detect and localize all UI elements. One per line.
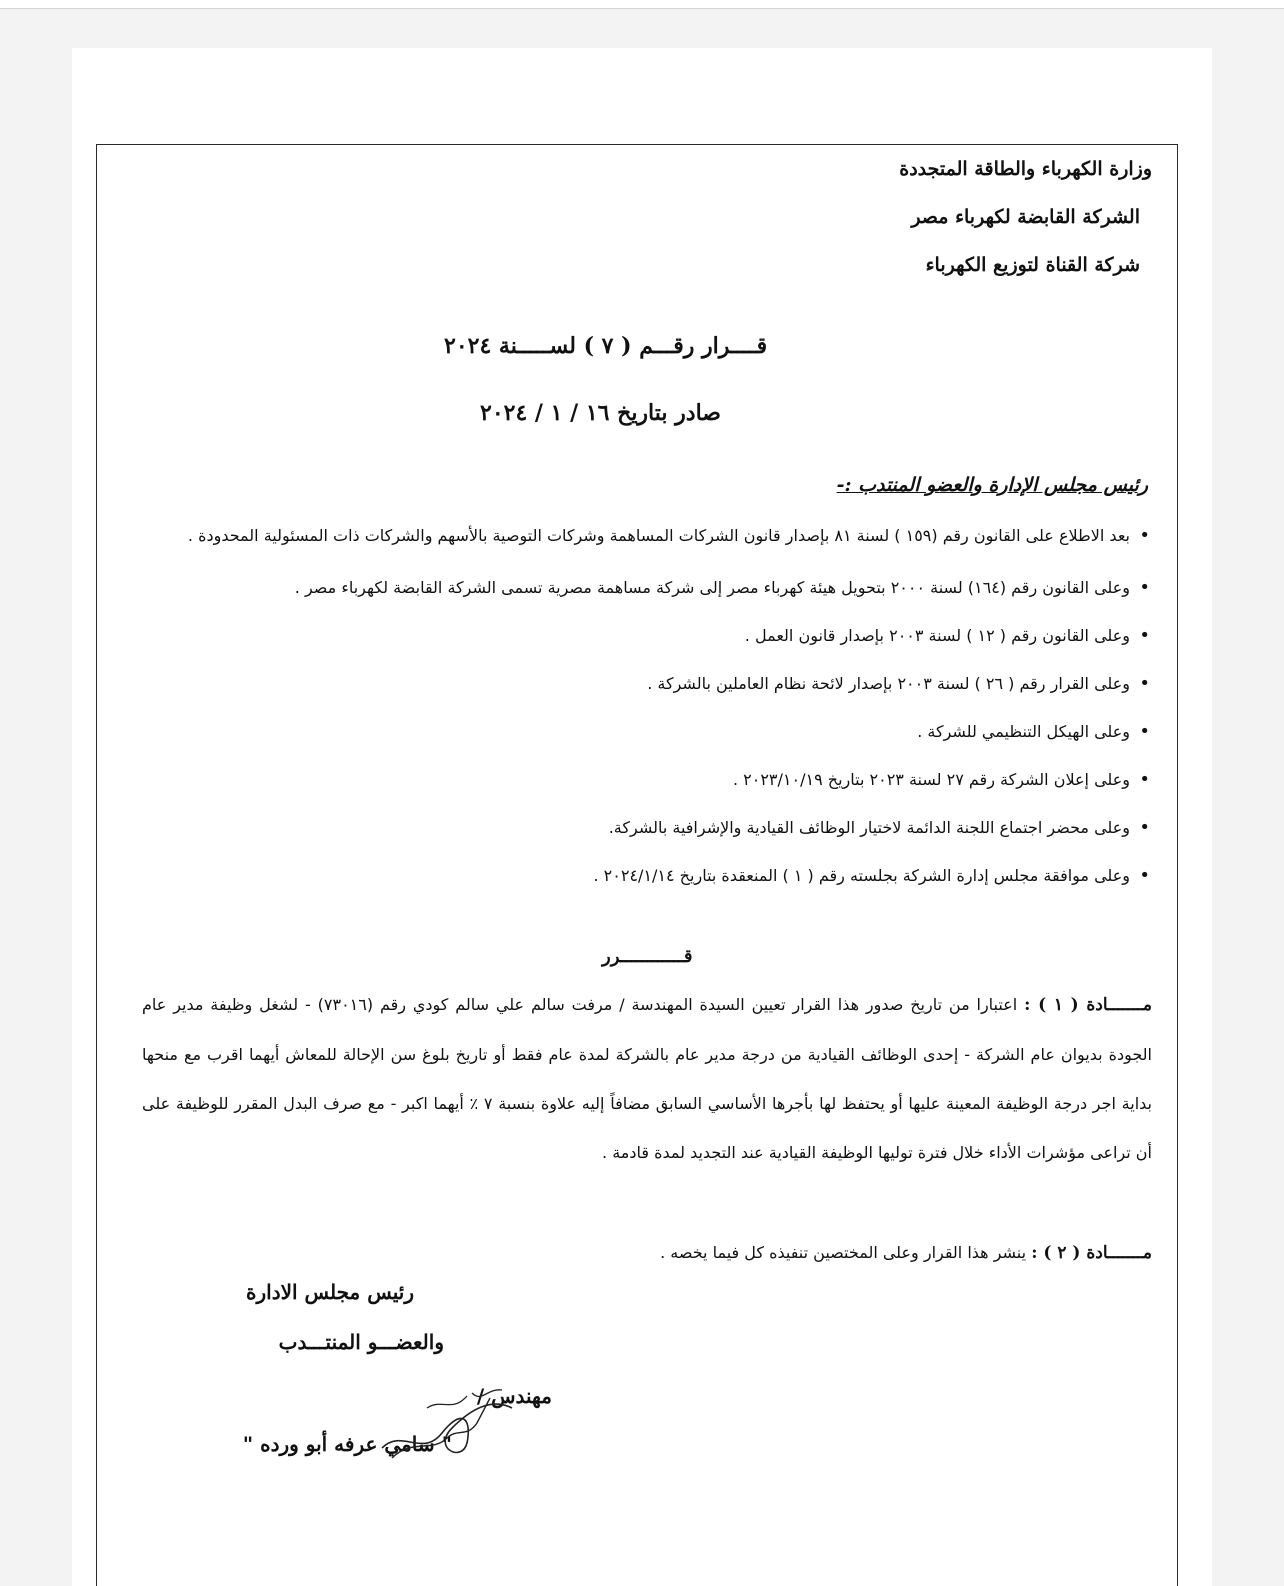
decides-heading: قــــــــــــرر bbox=[602, 946, 693, 967]
list-item: • بعد الاطلاع على القانون رقم (١٥٩ ) لسنة ٨١ بإصدار قانون الشركات المساهمة وشركات التوصية بالأسهم والشركات ذات المسئولية المحدودة . bbox=[142, 514, 1152, 558]
document-body bbox=[72, 48, 1212, 1586]
ministry-heading: وزارة الكهرباء والطاقة المتجددة bbox=[899, 158, 1152, 180]
list-item: • وعلى القرار رقم ( ٢٦ ) لسنة ٢٠٠٣ بإصدار لائحة نظام العاملين بالشركة . bbox=[142, 662, 1152, 706]
considerations-list bbox=[142, 514, 1152, 902]
handwritten-signature bbox=[372, 1378, 522, 1468]
distribution-company-heading: شركة القناة لتوزيع الكهرباء bbox=[925, 254, 1140, 276]
article-2-label: مـــــــادة ( ٢ ) : bbox=[1031, 1243, 1152, 1263]
signature-name: " سامي عرفه أبو ورده " bbox=[242, 1432, 452, 1456]
list-item: • وعلى موافقة مجلس إدارة الشركة بجلسته رقم ( ١ ) المنعقدة بتاريخ ٢٠٢٤/١/١٤ . bbox=[142, 854, 1152, 898]
decree-preamble: رئيس مجلس الإدارة والعضو المنتدب :- bbox=[836, 474, 1148, 496]
signature-title: مهندس / bbox=[476, 1384, 552, 1408]
article-2 bbox=[142, 1228, 1152, 1278]
list-item: • وعلى محضر اجتماع اللجنة الدائمة لاختيار الوظائف القيادية والإشرافية بالشركة. bbox=[142, 806, 1152, 850]
article-1-text: اعتبارا من تاريخ صدور هذا القرار تعيين السيدة المهندسة / مرفت سالم علي سالم كودي رقم (٧٣٠١٦) - لشغل وظيفة مدير عام الجودة بديوان عام الشركة - إحدى الوظائف القيادية من درجة مدير عام بالشركة لمدة عام فقط أو تاريخ بلوغ سن الإحالة للمعاش أيهما اقرب مع منحها بداية اجر درجة الوظيفة المعينة عليها أو يحتفظ لها بأجرها الأساسي السابق مضافاً إليه علاوة بنسبة ٧ ٪ أيهما اكبر - مع صرف البدل المقرر للوظيفة على أن تراعى مؤشرات الأداء خلال فترة توليها الوظيفة القيادية عند التجديد لمدة قادمة . bbox=[142, 995, 1153, 1162]
article-1 bbox=[142, 980, 1152, 1177]
signature-chairman: رئيس مجلس الادارة bbox=[246, 1280, 414, 1304]
article-2-text: ينشر هذا القرار وعلى المختصين تنفيذه كل فيما يخصه . bbox=[660, 1243, 1027, 1262]
decree-issue-date: صادر بتاريخ ١٦ / ١ / ٢٠٢٤ bbox=[480, 400, 721, 426]
viewer-top-bar bbox=[0, 0, 1284, 9]
document-page bbox=[72, 48, 1212, 1586]
list-item: • وعلى إعلان الشركة رقم ٢٧ لسنة ٢٠٢٣ بتاريخ ٢٠٢٣/١٠/١٩ . bbox=[142, 758, 1152, 802]
article-1-label: مـــــــادة ( ١ ) : bbox=[1024, 995, 1153, 1015]
list-item: • وعلى القانون رقم (١٦٤) لسنة ٢٠٠٠ بتحويل هيئة كهرباء مصر إلى شركة مساهمة مصرية تسمى الشركة القابضة لكهرباء مصر . bbox=[142, 566, 1152, 610]
list-item: • وعلى الهيكل التنظيمي للشركة . bbox=[142, 710, 1152, 754]
signature-managing-director: والعضـــو المنتـــدب bbox=[278, 1330, 444, 1354]
holding-company-heading: الشركة القابضة لكهرباء مصر bbox=[911, 206, 1140, 228]
list-item: • وعلى القانون رقم ( ١٢ ) لسنة ٢٠٠٣ بإصدار قانون العمل . bbox=[142, 614, 1152, 658]
decree-title: قــــرار رقـــم ( ٧ ) لســـــنة ٢٠٢٤ bbox=[444, 333, 768, 359]
